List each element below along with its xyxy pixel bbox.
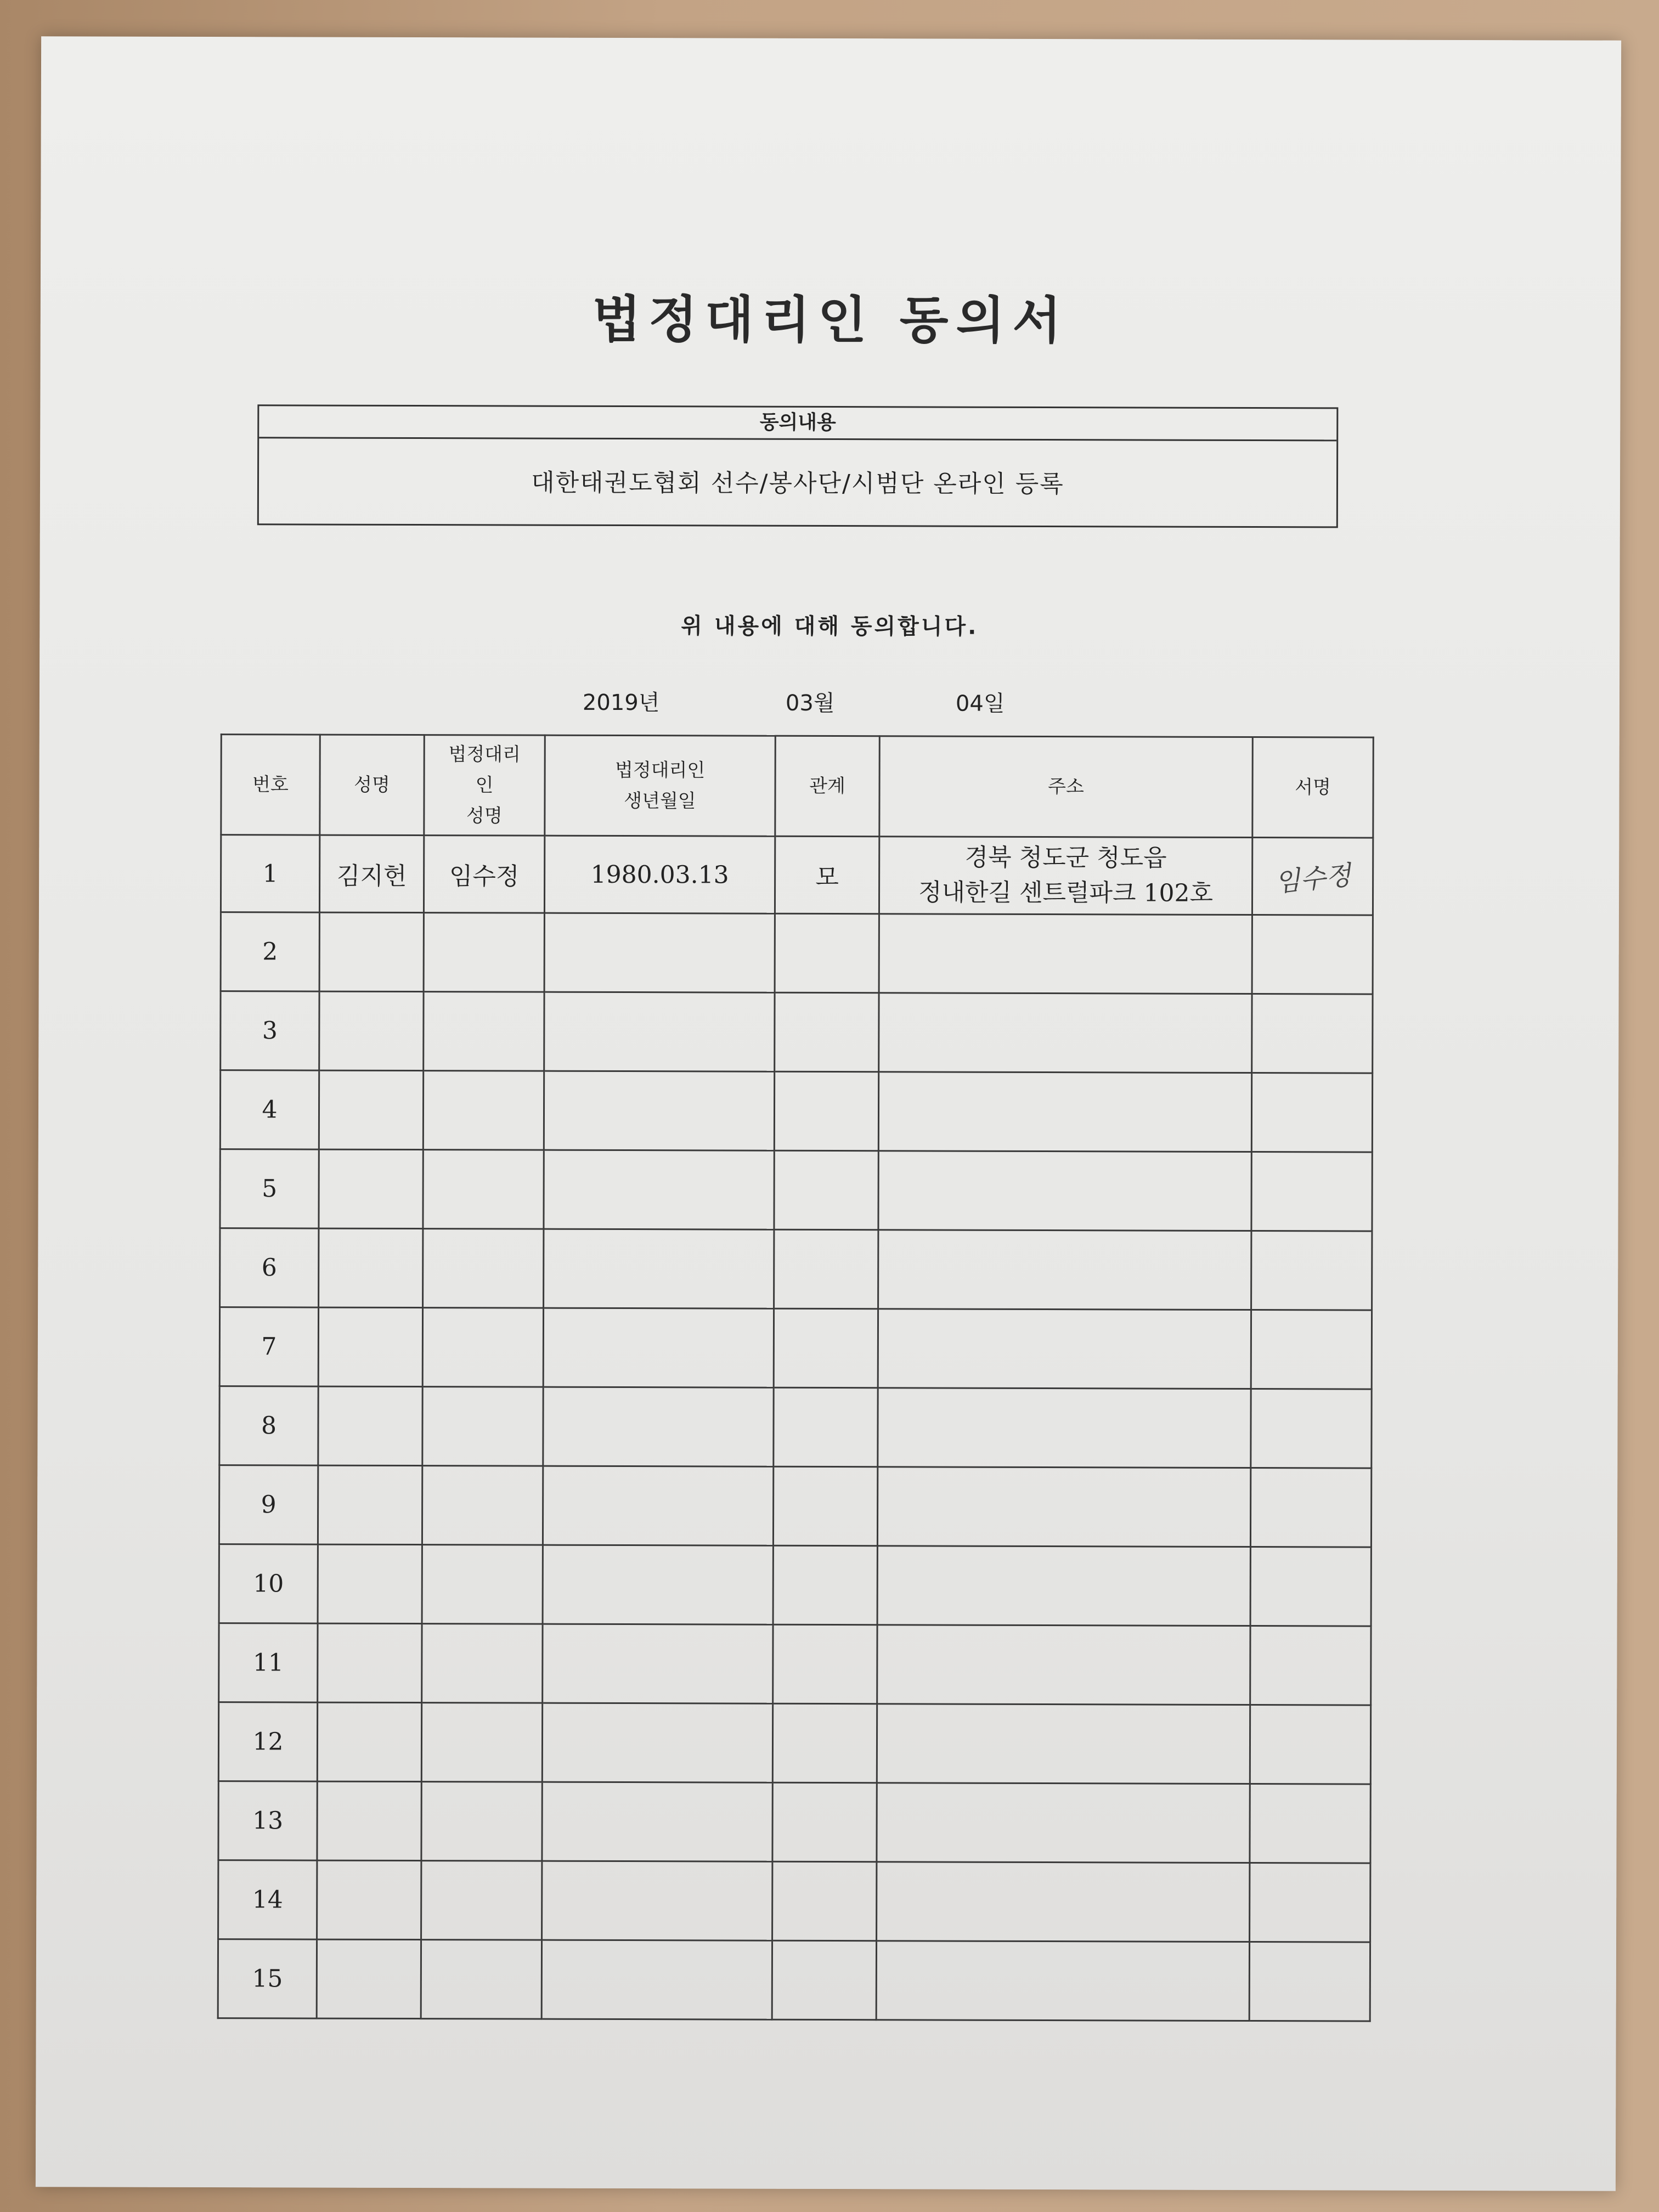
table-row (220, 1149, 1372, 1231)
cell-guardian-name (424, 913, 544, 992)
handwritten-signature: 임수정 (1273, 859, 1353, 898)
cell-guardian-name (422, 1387, 543, 1466)
cell-relation (774, 1229, 878, 1308)
cell-address (878, 1151, 1251, 1231)
cell-name (317, 1702, 421, 1781)
cell-signature (1250, 1863, 1370, 1943)
row-number: 6 (220, 1228, 319, 1307)
cell-guardian-name (424, 992, 544, 1071)
cell-address (877, 1862, 1250, 1942)
cell-guardian-birth (542, 1782, 772, 1861)
cell-signature (1252, 994, 1373, 1074)
cell-address (876, 1941, 1249, 2021)
cell-signature (1251, 1231, 1372, 1311)
address-line-2: 정내한길 센트럴파크 102호 (918, 878, 1214, 907)
row-number: 12 (218, 1702, 317, 1781)
cell-guardian-birth (543, 1545, 773, 1624)
page-title: 법정대리인 동의서 (592, 290, 1069, 351)
cell-guardian-birth (543, 1308, 774, 1387)
cell-relation (775, 913, 879, 992)
cell-signature (1249, 1942, 1370, 2022)
cell-signature (1250, 1784, 1370, 1864)
row-number: 8 (219, 1386, 318, 1465)
cell-guardian-name: 임수정 (424, 836, 544, 913)
cell-guardian-name (422, 1624, 543, 1703)
table-row (218, 1939, 1370, 2021)
cell-relation (774, 1387, 878, 1466)
cell-guardian-birth (544, 913, 775, 992)
cell-guardian-birth (544, 992, 775, 1071)
document-page (36, 36, 1621, 2191)
cell-name (319, 1149, 423, 1228)
cell-relation (774, 1150, 878, 1229)
registration-table (217, 733, 1374, 2022)
cell-name (317, 1781, 421, 1860)
row-number: 14 (218, 1860, 317, 1939)
table-row (218, 1860, 1370, 1942)
table-row (218, 1781, 1370, 1863)
table-row (219, 1307, 1372, 1389)
cell-relation (772, 1703, 877, 1782)
table-row (221, 991, 1373, 1073)
cell-relation (773, 1624, 877, 1703)
cell-name (319, 1228, 423, 1307)
cell-relation (772, 1861, 877, 1940)
cell-relation: 모 (775, 836, 879, 913)
cell-guardian-name (423, 1071, 544, 1150)
table-row (219, 1465, 1371, 1547)
cell-address (879, 993, 1252, 1073)
cell-signature (1250, 1705, 1370, 1785)
cell-name (317, 1939, 421, 2018)
table-header-row (221, 735, 1373, 838)
cell-signature (1250, 1626, 1371, 1706)
row-number: 1 (221, 835, 319, 912)
cell-address (879, 837, 1252, 915)
cell-signature (1250, 1547, 1371, 1627)
row-number: 3 (221, 991, 319, 1070)
cell-guardian-birth (543, 1466, 773, 1545)
header-signature: 서명 (1252, 737, 1373, 838)
cell-guardian-birth (542, 1861, 772, 1940)
cell-guardian-birth (543, 1624, 773, 1703)
header-relation: 관계 (775, 736, 879, 836)
consent-box (257, 404, 1339, 528)
table-row (218, 1702, 1370, 1784)
date-month: 03월 (785, 690, 835, 716)
cell-signature (1250, 1468, 1371, 1548)
row-number: 11 (219, 1623, 318, 1702)
table-row (219, 1623, 1371, 1705)
cell-name: 김지헌 (319, 835, 424, 912)
cell-relation (773, 1545, 877, 1624)
cell-name (318, 1623, 422, 1702)
cell-address (878, 1388, 1251, 1468)
table-row (219, 1386, 1372, 1468)
cell-guardian-name (421, 1861, 542, 1940)
table-row (220, 1070, 1372, 1152)
cell-guardian-name (421, 1782, 542, 1861)
cell-address (877, 1783, 1250, 1863)
agreement-statement: 위 내용에 대해 동의합니다. (681, 613, 979, 640)
cell-guardian-birth (544, 1229, 774, 1308)
table-row (221, 835, 1373, 915)
date-day: 04일 (955, 691, 1005, 716)
cell-name (319, 1070, 423, 1149)
cell-signature (1251, 1389, 1372, 1469)
cell-relation (775, 992, 879, 1071)
cell-guardian-name (423, 1150, 544, 1229)
row-number: 9 (219, 1465, 318, 1544)
cell-address (879, 914, 1252, 994)
cell-name (319, 912, 424, 991)
consent-header: 동의내용 (259, 406, 1336, 441)
row-number: 7 (219, 1307, 318, 1386)
cell-guardian-birth (544, 1150, 774, 1229)
address-line-1: 경북 청도군 청도읍 (964, 843, 1167, 872)
header-no: 번호 (221, 735, 320, 835)
row-number: 5 (220, 1149, 319, 1228)
cell-name (318, 1307, 422, 1386)
row-number: 10 (219, 1544, 318, 1623)
cell-guardian-birth (541, 1940, 772, 2019)
row-number: 2 (221, 912, 319, 991)
cell-address (878, 1072, 1251, 1152)
header-name: 성명 (320, 735, 424, 835)
row-number: 15 (218, 1939, 317, 2018)
header-address: 주소 (879, 736, 1252, 838)
cell-name (318, 1544, 422, 1623)
cell-address (878, 1309, 1251, 1389)
cell-address (877, 1546, 1250, 1626)
cell-signature (1252, 838, 1373, 916)
cell-signature (1252, 915, 1373, 995)
cell-guardian-birth (542, 1703, 772, 1782)
table-row (221, 912, 1373, 994)
cell-signature (1251, 1310, 1372, 1390)
cell-name (317, 1860, 421, 1939)
cell-address (877, 1467, 1250, 1547)
cell-signature (1251, 1152, 1372, 1232)
cell-name (318, 1465, 422, 1544)
cell-guardian-birth (544, 1071, 774, 1150)
table-row (219, 1544, 1371, 1626)
table-row (220, 1228, 1372, 1310)
cell-guardian-birth (543, 1387, 774, 1466)
cell-address (877, 1704, 1250, 1784)
cell-guardian-name (423, 1229, 544, 1308)
consent-content: 대한태권도협회 선수/봉사단/시범단 온라인 등록 (531, 469, 1064, 499)
cell-guardian-birth: 1980.03.13 (544, 836, 775, 913)
cell-address (877, 1625, 1250, 1705)
cell-guardian-name (422, 1308, 543, 1387)
cell-guardian-name (422, 1466, 543, 1545)
cell-relation (774, 1071, 878, 1150)
row-number: 13 (218, 1781, 317, 1860)
cell-relation (773, 1466, 877, 1545)
cell-guardian-name (421, 1940, 541, 2019)
cell-name (318, 1386, 422, 1465)
cell-address (878, 1230, 1251, 1310)
row-number: 4 (220, 1070, 319, 1149)
cell-name (319, 991, 424, 1070)
cell-guardian-name (421, 1703, 542, 1782)
header-guardian-name: 법정대리 인 성명 (424, 735, 545, 836)
cell-signature (1251, 1073, 1372, 1153)
date-year: 2019년 (582, 690, 660, 716)
cell-relation (772, 1940, 876, 2019)
header-guardian-birth: 법정대리인 생년월일 (545, 735, 775, 836)
cell-relation (774, 1308, 878, 1387)
cell-guardian-name (422, 1545, 543, 1624)
cell-relation (772, 1782, 877, 1861)
